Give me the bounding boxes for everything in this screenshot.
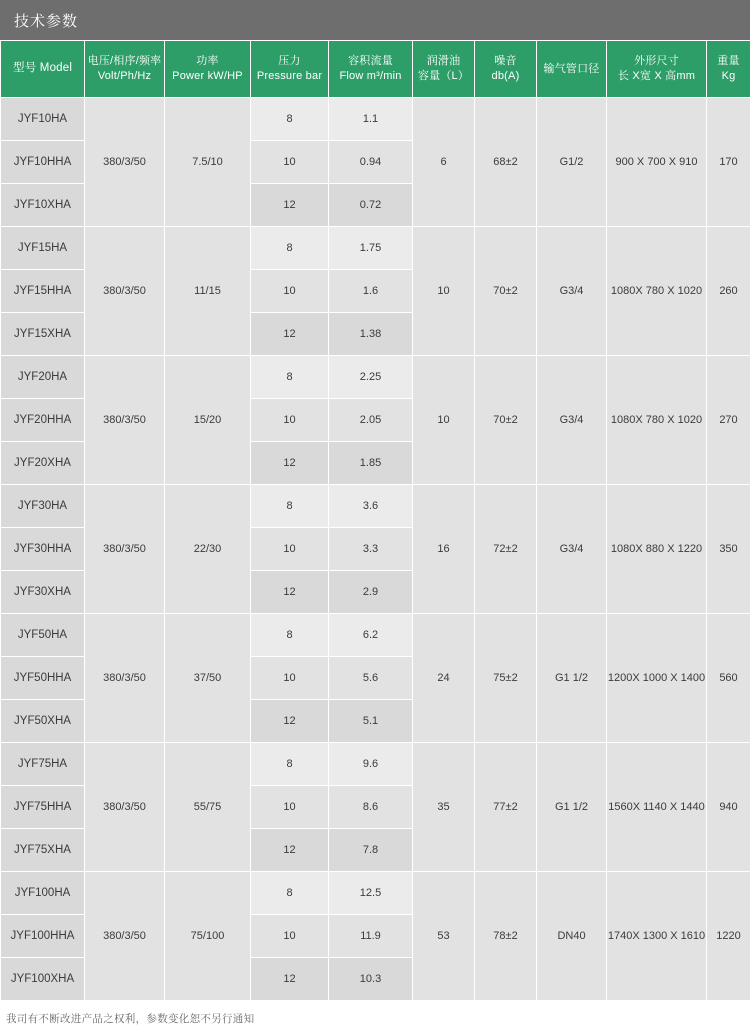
cell-pressure: 12 — [251, 184, 329, 227]
cell-flow: 6.2 — [329, 614, 413, 657]
cell-dimension: 900 X 700 X 910 — [607, 98, 707, 227]
col-header-line: 重量 — [707, 54, 750, 69]
cell-flow: 1.1 — [329, 98, 413, 141]
cell-flow: 12.5 — [329, 872, 413, 915]
table-row — [1, 227, 750, 270]
cell-flow: 1.85 — [329, 442, 413, 485]
cell-weight: 270 — [707, 356, 750, 485]
cell-pipe: DN40 — [537, 872, 607, 1001]
col-header-line: Pressure bar — [251, 69, 328, 84]
cell-oil: 6 — [413, 98, 475, 227]
cell-weight: 940 — [707, 743, 750, 872]
cell-noise: 70±2 — [475, 227, 537, 356]
cell-model: JYF75XHA — [1, 829, 85, 872]
cell-model: JYF30HHA — [1, 528, 85, 571]
cell-model: JYF10HHA — [1, 141, 85, 184]
spec-table — [0, 40, 750, 1001]
table-row — [1, 356, 750, 399]
cell-weight: 1220 — [707, 872, 750, 1001]
cell-pressure: 12 — [251, 829, 329, 872]
col-header-line: 噪音 — [475, 54, 536, 69]
cell-power: 37/50 — [165, 614, 251, 743]
cell-weight: 560 — [707, 614, 750, 743]
cell-flow: 8.6 — [329, 786, 413, 829]
page-title: 技术参数 — [14, 10, 78, 31]
cell-pipe: G1 1/2 — [537, 614, 607, 743]
cell-flow: 1.75 — [329, 227, 413, 270]
cell-model: JYF100HA — [1, 872, 85, 915]
cell-pressure: 10 — [251, 399, 329, 442]
cell-oil: 10 — [413, 227, 475, 356]
cell-noise: 78±2 — [475, 872, 537, 1001]
cell-pressure: 8 — [251, 98, 329, 141]
footnote: 我司有不断改进产品之权利，参数变化恕不另行通知 — [0, 1001, 750, 1026]
cell-flow: 2.05 — [329, 399, 413, 442]
cell-noise: 75±2 — [475, 614, 537, 743]
cell-model: JYF20HHA — [1, 399, 85, 442]
table-row — [1, 614, 750, 657]
cell-oil: 16 — [413, 485, 475, 614]
col-header-volt — [85, 41, 165, 98]
cell-flow: 1.6 — [329, 270, 413, 313]
col-header-line: Flow m³/min — [329, 69, 412, 84]
cell-noise: 68±2 — [475, 98, 537, 227]
cell-flow: 1.38 — [329, 313, 413, 356]
cell-flow: 2.25 — [329, 356, 413, 399]
cell-pressure: 10 — [251, 786, 329, 829]
cell-pressure: 12 — [251, 313, 329, 356]
cell-model: JYF10HA — [1, 98, 85, 141]
col-header-line: 容积流量 — [329, 54, 412, 69]
cell-model: JYF30XHA — [1, 571, 85, 614]
cell-noise: 77±2 — [475, 743, 537, 872]
cell-weight: 260 — [707, 227, 750, 356]
col-header-pipe — [537, 41, 607, 98]
cell-pressure: 10 — [251, 915, 329, 958]
cell-model: JYF20XHA — [1, 442, 85, 485]
cell-model: JYF50HHA — [1, 657, 85, 700]
cell-pipe: G3/4 — [537, 356, 607, 485]
cell-pressure: 10 — [251, 141, 329, 184]
table-body — [1, 98, 750, 1001]
cell-flow: 0.94 — [329, 141, 413, 184]
cell-volt: 380/3/50 — [85, 614, 165, 743]
col-header-line: db(A) — [475, 69, 536, 84]
cell-model: JYF10XHA — [1, 184, 85, 227]
cell-flow: 10.3 — [329, 958, 413, 1001]
cell-oil: 35 — [413, 743, 475, 872]
cell-volt: 380/3/50 — [85, 227, 165, 356]
cell-model: JYF75HA — [1, 743, 85, 786]
table-row — [1, 485, 750, 528]
cell-pressure: 8 — [251, 227, 329, 270]
cell-pipe: G1 1/2 — [537, 743, 607, 872]
cell-pressure: 12 — [251, 571, 329, 614]
col-header-line: Kg — [707, 69, 750, 84]
col-header-line: Volt/Ph/Hz — [85, 69, 164, 84]
cell-pressure: 8 — [251, 743, 329, 786]
cell-model: JYF15XHA — [1, 313, 85, 356]
cell-power: 15/20 — [165, 356, 251, 485]
cell-pressure: 10 — [251, 528, 329, 571]
cell-model: JYF100XHA — [1, 958, 85, 1001]
table-row — [1, 98, 750, 141]
cell-oil: 24 — [413, 614, 475, 743]
cell-power: 22/30 — [165, 485, 251, 614]
cell-pressure: 12 — [251, 958, 329, 1001]
col-header-flow — [329, 41, 413, 98]
cell-flow: 3.6 — [329, 485, 413, 528]
cell-noise: 70±2 — [475, 356, 537, 485]
table-row — [1, 743, 750, 786]
col-header-line: 电压/相序/频率 — [85, 54, 164, 69]
col-header-line: Power kW/HP — [165, 69, 250, 84]
cell-flow: 2.9 — [329, 571, 413, 614]
col-header-dimension — [607, 41, 707, 98]
col-header-noise — [475, 41, 537, 98]
cell-model: JYF75HHA — [1, 786, 85, 829]
col-header-line: 容量（L） — [413, 69, 474, 84]
cell-power: 11/15 — [165, 227, 251, 356]
cell-pipe: G3/4 — [537, 227, 607, 356]
cell-pressure: 8 — [251, 872, 329, 915]
col-header-line: 功率 — [165, 54, 250, 69]
cell-power: 55/75 — [165, 743, 251, 872]
cell-pressure: 8 — [251, 485, 329, 528]
cell-model: JYF15HHA — [1, 270, 85, 313]
cell-model: JYF30HA — [1, 485, 85, 528]
cell-dimension: 1080X 880 X 1220 — [607, 485, 707, 614]
cell-volt: 380/3/50 — [85, 485, 165, 614]
cell-volt: 380/3/50 — [85, 98, 165, 227]
cell-model: JYF100HHA — [1, 915, 85, 958]
cell-flow: 7.8 — [329, 829, 413, 872]
table-row — [1, 872, 750, 915]
cell-flow: 0.72 — [329, 184, 413, 227]
table-head — [1, 41, 750, 98]
cell-pressure: 12 — [251, 700, 329, 743]
cell-model: JYF50HA — [1, 614, 85, 657]
cell-flow: 5.6 — [329, 657, 413, 700]
col-header-line: 长 X宽 X 高mm — [607, 69, 706, 84]
cell-power: 7.5/10 — [165, 98, 251, 227]
col-header-line: 润滑油 — [413, 54, 474, 69]
cell-pipe: G3/4 — [537, 485, 607, 614]
cell-noise: 72±2 — [475, 485, 537, 614]
cell-weight: 170 — [707, 98, 750, 227]
cell-model: JYF50XHA — [1, 700, 85, 743]
col-header-weight — [707, 41, 750, 98]
cell-flow: 3.3 — [329, 528, 413, 571]
cell-volt: 380/3/50 — [85, 872, 165, 1001]
cell-pressure: 10 — [251, 270, 329, 313]
col-header-pressure — [251, 41, 329, 98]
col-header-line: 型号 Model — [13, 61, 84, 77]
cell-pressure: 8 — [251, 356, 329, 399]
cell-volt: 380/3/50 — [85, 356, 165, 485]
cell-dimension: 1080X 780 X 1020 — [607, 356, 707, 485]
col-header-line: 压力 — [251, 54, 328, 69]
header-row — [1, 41, 750, 98]
cell-dimension: 1200X 1000 X 1400 — [607, 614, 707, 743]
col-header-power — [165, 41, 251, 98]
cell-dimension: 1740X 1300 X 1610 — [607, 872, 707, 1001]
cell-model: JYF20HA — [1, 356, 85, 399]
page-title-bar — [0, 0, 750, 40]
col-header-line: 输气管口径 — [537, 62, 606, 77]
col-header-oil — [413, 41, 475, 98]
cell-power: 75/100 — [165, 872, 251, 1001]
cell-flow: 11.9 — [329, 915, 413, 958]
cell-oil: 53 — [413, 872, 475, 1001]
cell-flow: 5.1 — [329, 700, 413, 743]
cell-dimension: 1560X 1140 X 1440 — [607, 743, 707, 872]
col-header-line: 外形尺寸 — [607, 54, 706, 69]
cell-pressure: 12 — [251, 442, 329, 485]
cell-pressure: 8 — [251, 614, 329, 657]
cell-volt: 380/3/50 — [85, 743, 165, 872]
cell-oil: 10 — [413, 356, 475, 485]
cell-pressure: 10 — [251, 657, 329, 700]
cell-pipe: G1/2 — [537, 98, 607, 227]
cell-dimension: 1080X 780 X 1020 — [607, 227, 707, 356]
cell-model: JYF15HA — [1, 227, 85, 270]
col-header-model — [1, 41, 85, 98]
cell-flow: 9.6 — [329, 743, 413, 786]
cell-weight: 350 — [707, 485, 750, 614]
